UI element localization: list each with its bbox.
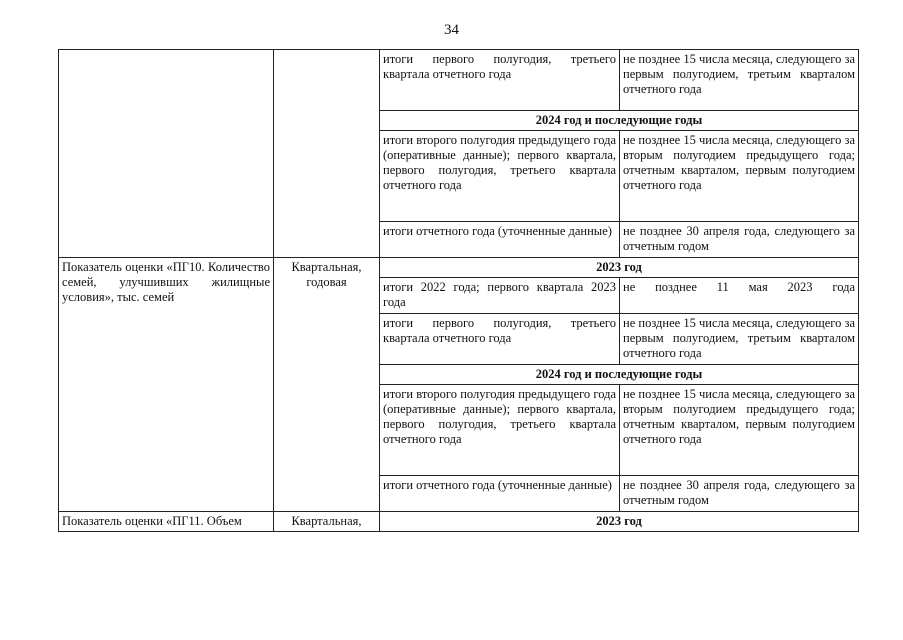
year-header: 2024 год и последующие годы	[380, 365, 859, 385]
period-cell: итоги отчетного года (уточненные данные)	[380, 476, 620, 512]
frequency-cell-empty	[274, 50, 380, 258]
table-row	[59, 50, 859, 111]
indicator-cell-empty	[59, 50, 274, 258]
table-row	[59, 258, 859, 278]
deadline-cell: не позднее 30 апреля года, следующего за отчетным годом	[620, 476, 859, 512]
period-cell: итоги первого полугодия, третьего квартала отчетного года	[380, 50, 620, 111]
year-header: 2023 год	[380, 512, 859, 532]
period-cell: итоги второго полугодия предыдущего года (оперативные данные); первого квартала, первого полугодия, третьего квартала отчетного года	[380, 385, 620, 476]
deadline-cell: не позднее 15 числа месяца, следующего за первым полугодием, третьим кварталом отчетного года	[620, 314, 859, 365]
deadline-cell: не позднее 15 числа месяца, следующего за вторым полугодием предыдущего года; отчетным кварталом, первым полугодием отчетного года	[620, 385, 859, 476]
year-header: 2024 год и последующие годы	[380, 111, 859, 131]
period-cell: итоги первого полугодия, третьего квартала отчетного года	[380, 314, 620, 365]
deadline-cell: не позднее 11 мая 2023 года	[620, 278, 859, 314]
period-cell: итоги 2022 года; первого квартала 2023 года	[380, 278, 620, 314]
frequency-cell: Квартальная,	[274, 512, 380, 532]
period-cell: итоги отчетного года (уточненные данные)	[380, 222, 620, 258]
year-header: 2023 год	[380, 258, 859, 278]
deadline-cell: не позднее 15 числа месяца, следующего за первым полугодием, третьим кварталом отчетного года	[620, 50, 859, 111]
indicators-table	[58, 49, 859, 532]
deadline-cell: не позднее 30 апреля года, следующего за отчетным годом	[620, 222, 859, 258]
frequency-cell: Квартальная, годовая	[274, 258, 380, 512]
deadline-cell: не позднее 15 числа месяца, следующего за вторым полугодием предыдущего года; отчетным кварталом, первым полугодием отчетного года	[620, 131, 859, 222]
period-cell: итоги второго полугодия предыдущего года (оперативные данные); первого квартала, первого полугодия, третьего квартала отчетного года	[380, 131, 620, 222]
indicator-cell: Показатель оценки «ПГ10. Количество семей, улучшивших жилищные условия», тыс. семей	[59, 258, 274, 512]
indicator-cell: Показатель оценки «ПГ11. Объем	[59, 512, 274, 532]
table-row	[59, 512, 859, 532]
page-number: 34	[444, 22, 459, 38]
